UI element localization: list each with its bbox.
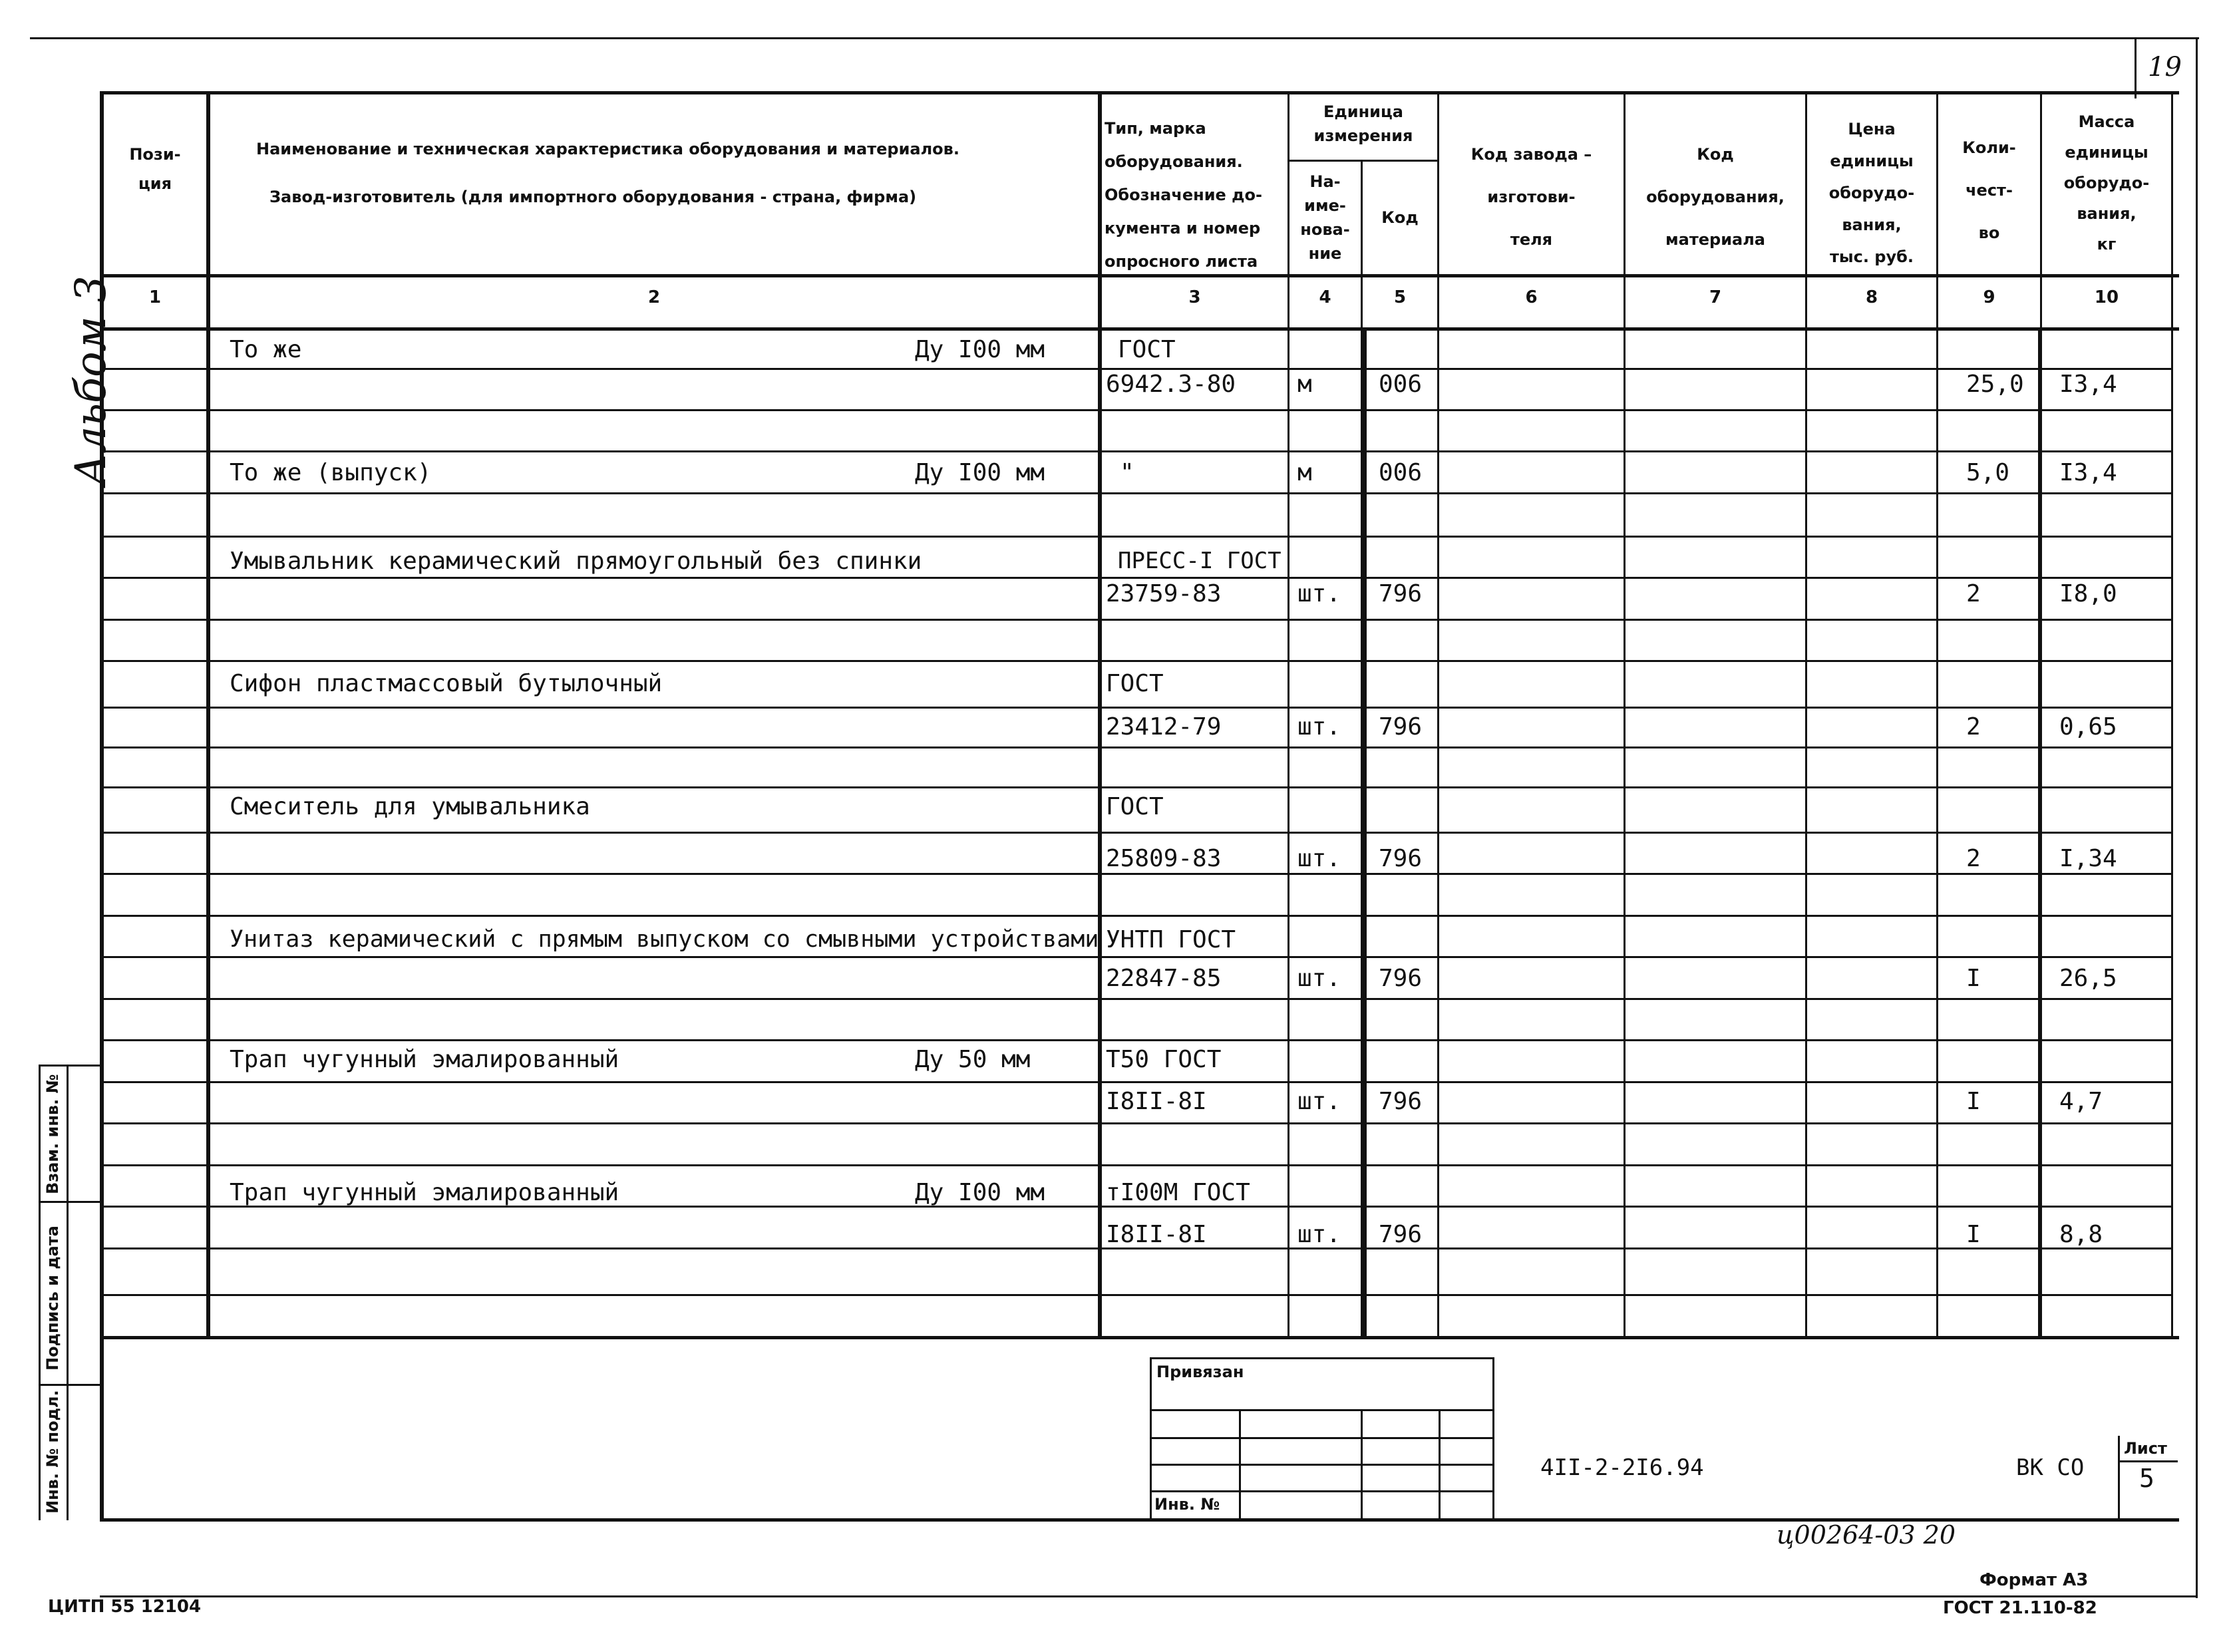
item-mass: 0,65 [2059,713,2117,741]
footer-code: ЦИТП 55 12104 [48,1597,202,1617]
page-number: 19 [2148,52,2182,83]
header-plant-code: Код завода – изготови- теля [1470,145,1592,249]
item-unit: шт. [1297,1221,1341,1248]
item-name: Трап чугунный эмалированный [230,1179,619,1206]
document-code: 4II-2-2I6.94 [1540,1454,1704,1481]
column-number: 7 [1709,287,1722,307]
header-mass: Масса единицы оборудо- вания, кг [2063,112,2150,253]
header-name-line2: Завод-изготовитель (для импортного оборудования - страна, фирма) [269,188,917,206]
item-name: Сифон пластмассовый бутылочный [230,670,663,697]
title-inv-no: Инв. № [1154,1495,1220,1514]
header-unit-name: На- име- нова- ние [1300,172,1350,263]
item-type: " [1120,459,1134,486]
header-type: Тип, марка оборудования. Обозначение до- кумента и номер опросного листа [1105,119,1262,271]
column-number: 3 [1188,287,1201,307]
column-number: 9 [1983,287,1995,307]
stamp-signature-date: Подпись и дата [43,1226,62,1371]
footer-format: Формат А3 [1979,1570,2089,1590]
item-qty: 5,0 [1966,459,2010,486]
column-number: 1 [148,287,162,307]
sheet-label: Лист [2124,1439,2167,1458]
item-mass: I3,4 [2059,371,2117,398]
item-dn: Ду I00 мм [915,336,1045,363]
handwritten-code: ц00264-03 20 [1777,1520,1956,1550]
item-name: Унитаз керамический с прямым выпуском со смывными устройствами [230,926,1099,953]
item-mass: 26,5 [2059,965,2117,992]
item-type: УНТП ГОСТ [1106,926,1236,953]
item-unit-code: 796 [1379,965,1423,992]
item-type: ПРЕСС-I ГОСТ [1118,548,1282,574]
item-unit: шт. [1297,965,1341,992]
item-qty: I [1966,1088,1981,1115]
item-unit: шт. [1297,1088,1341,1115]
stamp-vzam-inv: Взам. инв. № [43,1074,62,1194]
footer-gost: ГОСТ 21.110-82 [1943,1598,2097,1618]
item-dn: Ду 50 мм [915,1046,1031,1073]
header-equipment-code: Код оборудования, материала [1646,145,1785,249]
item-doc: I8II-8I [1106,1088,1207,1115]
item-doc: 23759-83 [1106,580,1222,607]
column-number: 2 [647,287,661,307]
column-number: 5 [1393,287,1407,307]
album-stamp: Альбом 3 [67,275,116,486]
item-qty: 2 [1966,713,1981,741]
item-unit: шт. [1297,713,1341,741]
header-unit-code: Код [1381,208,1419,227]
item-type: ГОСТ [1106,670,1164,697]
item-type: тI00М ГОСТ [1106,1179,1250,1206]
header-unit-group: Единица измерения [1313,102,1413,145]
item-name: Умывальник керамический прямоугольный без спинки [230,548,922,575]
item-unit-code: 796 [1379,713,1423,741]
item-dn: Ду I00 мм [915,459,1045,486]
item-doc: I8II-8I [1106,1221,1207,1248]
item-mass: 4,7 [2059,1088,2103,1115]
item-mass: I3,4 [2059,459,2117,486]
header-quantity: Коли- чест- во [1962,138,2016,242]
item-doc: 22847-85 [1106,965,1222,992]
item-name: Трап чугунный эмалированный [230,1046,619,1073]
item-doc: 6942.3-80 [1106,371,1236,398]
item-mass: 8,8 [2059,1221,2103,1248]
item-unit-code: 796 [1379,580,1423,607]
item-unit: шт. [1297,845,1341,872]
column-number: 6 [1525,287,1538,307]
document-mark: ВК СО [2016,1454,2085,1481]
item-unit: м [1297,371,1312,398]
item-dn: Ду I00 мм [915,1179,1045,1206]
column-number: 8 [1865,287,1878,307]
item-unit-code: 006 [1379,459,1423,486]
item-qty: I [1966,1221,1981,1248]
header-price: Цена единицы оборудо- вания, тыс. руб. [1828,120,1915,266]
header-name-line1: Наименование и техническая характеристика оборудования и материалов. [256,140,959,158]
item-unit-code: 796 [1379,1221,1423,1248]
item-name: То же (выпуск) [230,459,432,486]
title-privyazan: Привязан [1156,1363,1244,1381]
item-unit-code: 796 [1379,1088,1423,1115]
item-unit: м [1297,459,1312,486]
item-type: ГОСТ [1106,793,1164,820]
item-mass: I,34 [2059,845,2117,872]
header-position: Пози- ция [129,145,181,193]
item-type: ГОСТ [1118,336,1176,363]
item-name: Смеситель для умывальника [230,793,590,820]
stamp-inv-podl: Инв. № подл. [43,1390,62,1514]
item-doc: 23412-79 [1106,713,1222,741]
column-number: 10 [2094,287,2119,307]
item-mass: I8,0 [2059,580,2117,607]
item-qty: 25,0 [1966,371,2024,398]
item-type: Т50 ГОСТ [1106,1046,1222,1073]
column-number: 4 [1319,287,1331,307]
sheet-number: 5 [2139,1464,2154,1493]
item-unit: шт. [1297,580,1341,607]
item-doc: 25809-83 [1106,845,1222,872]
item-qty: I [1966,965,1981,992]
item-unit-code: 006 [1379,371,1423,398]
item-unit-code: 796 [1379,845,1423,872]
item-name: То же [230,336,302,363]
item-qty: 2 [1966,845,1981,872]
item-qty: 2 [1966,580,1981,607]
